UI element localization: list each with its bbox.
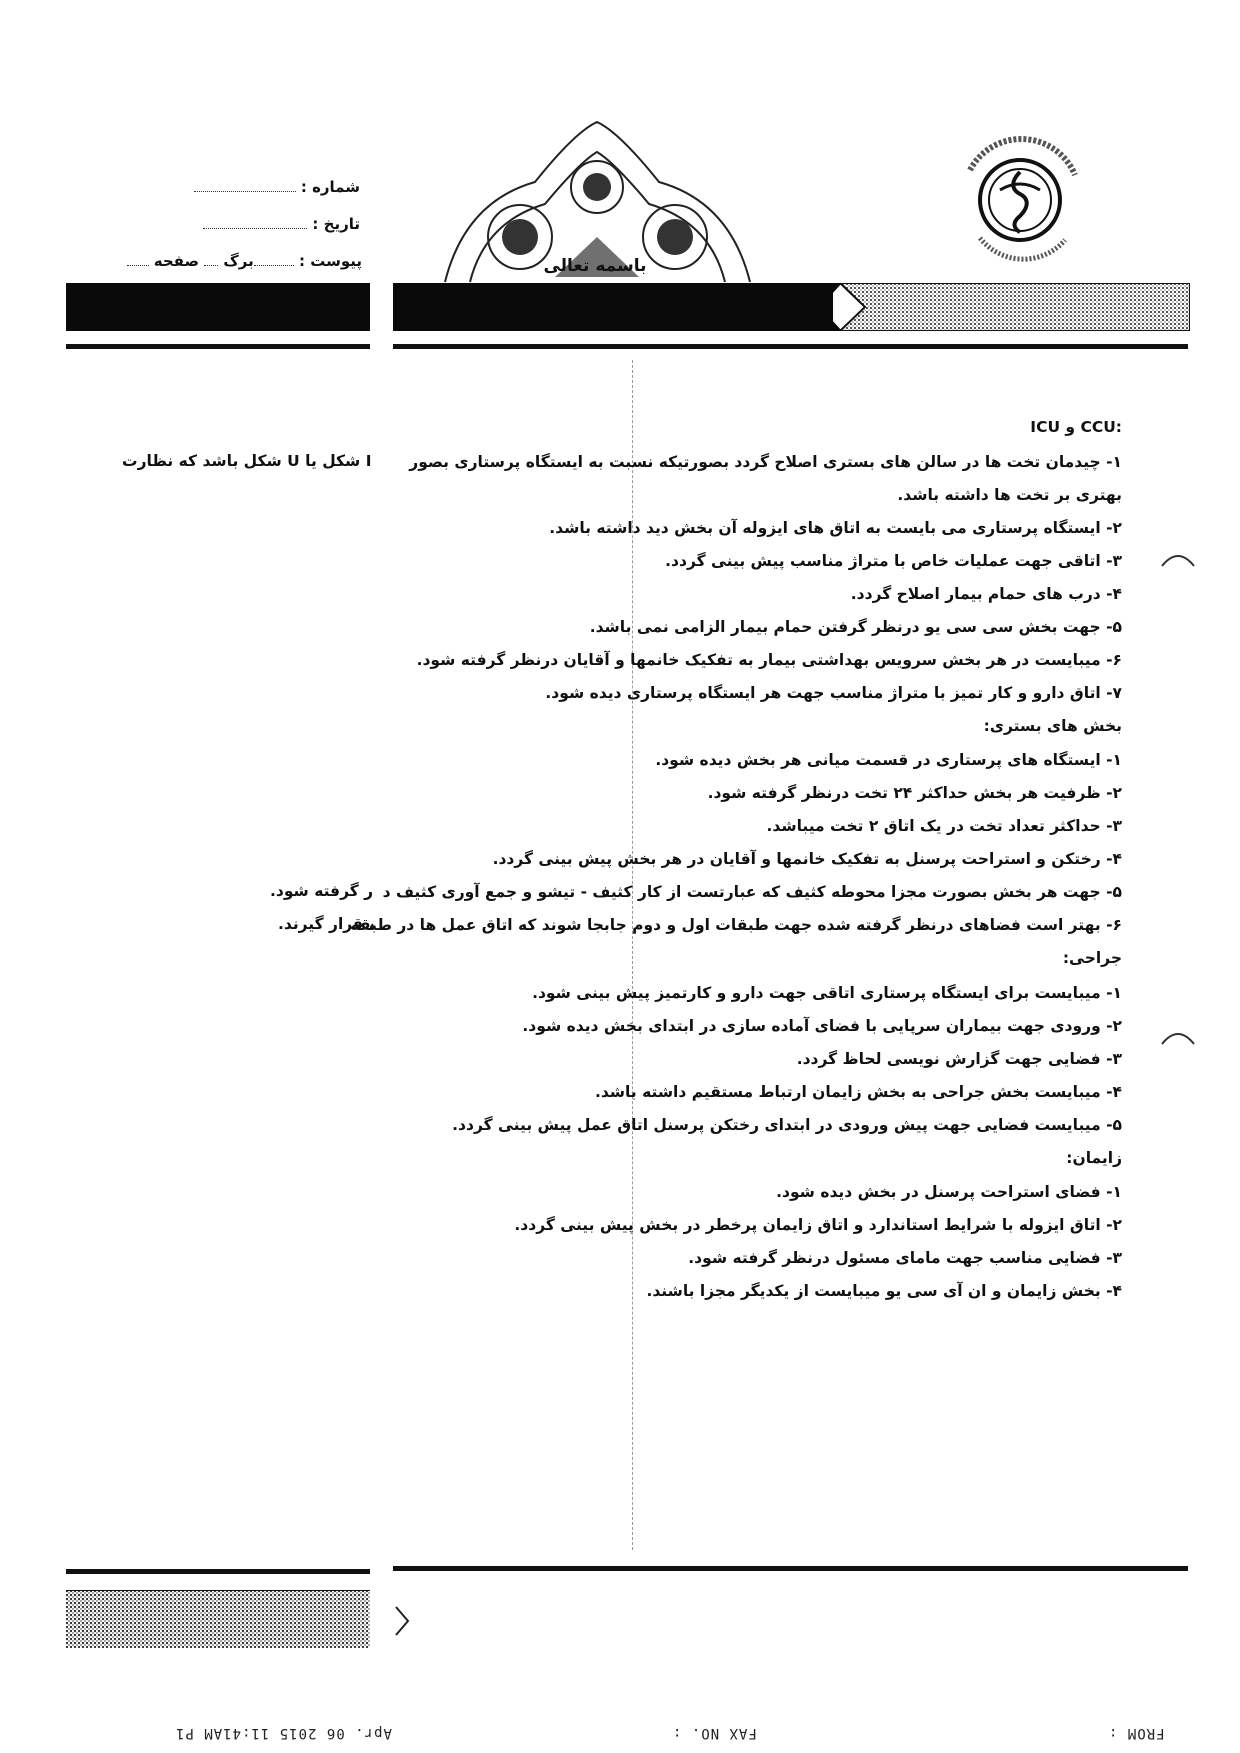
surgery-heading: جراحی: — [1062, 949, 1122, 967]
wards-item-5-side-fragment: ر گرفته شود. — [270, 882, 374, 900]
basmala: باسمه تعالی — [543, 256, 647, 276]
footer-rule-right — [393, 1566, 1188, 1571]
sheet-label: برگ — [223, 252, 254, 270]
page-label: صفحه — [153, 252, 199, 270]
header-rule-left — [66, 344, 370, 349]
header-chevron — [830, 283, 1190, 331]
icu-item-1: ۱- چیدمان تخت ها در سالن های بستری اصلاح گردد بصورتیکه نسبت به ایستگاه پرستاری بصور — [409, 453, 1122, 471]
attachment-field — [80, 252, 362, 270]
fax-from: FROM : — [1108, 1725, 1165, 1741]
icu-item-1-continued: بهتری بر تخت ها داشته باشد. — [897, 486, 1122, 504]
surgery-item-1: ۱- میبایست برای ایستگاه پرستاری اتاقی جهت دارو و کارتمیز پیش بینی شود. — [532, 984, 1122, 1002]
icu-item-6: ۶- میبایست در هر بخش سرویس بهداشتی بیمار به تفکیک خانمها و آقایان درنظر گرفته شود. — [416, 651, 1122, 669]
surgery-item-3: ۳- فضایی جهت گزارش نویسی لحاظ گردد. — [796, 1050, 1122, 1068]
wards-item-5: ۵- جهت هر بخش بصورت مجزا محوطه کثیف که عبارتست از کار کثیف - تیشو و جمع آوری کثیف د — [382, 883, 1122, 901]
icu-item-2: ۲- ایستگاه پرستاری می بایست به اتاق های ایزوله آن بخش دید داشته باشد. — [549, 519, 1122, 537]
date-label: تاریخ : — [312, 215, 360, 233]
maternity-item-2: ۲- اتاق ایزوله با شرایط استاندارد و اتاق زایمان پرخطر در بخش پیش بینی گردد. — [514, 1216, 1122, 1234]
footer-chevron-icon — [392, 1605, 412, 1637]
icu-heading: ICU و CCU: — [1030, 418, 1122, 436]
header-bar-left — [66, 283, 370, 331]
surgery-item-2: ۲- ورودی جهت بیماران سرپایی با فضای آماده سازی در ابتدای بخش دیده شود. — [522, 1017, 1122, 1035]
maternity-item-3: ۳- فضایی مناسب جهت مامای مسئول درنظر گرفته شود. — [688, 1249, 1122, 1267]
maternity-item-1: ۱- فضای استراحت پرسنل در بخش دیده شود. — [776, 1183, 1122, 1201]
fold-line — [632, 360, 633, 1550]
surgery-item-4: ۴- میبایست بخش جراحی به بخش زایمان ارتباط مستقیم داشته باشد. — [594, 1083, 1122, 1101]
maternity-heading: زایمان: — [1066, 1149, 1122, 1167]
number-label: شماره : — [300, 178, 360, 196]
icu-item-3: ۳- اتاقی جهت عملیات خاص با متراژ مناسب پیش بینی گردد. — [665, 552, 1122, 570]
maternity-item-4: ۴- بخش زایمان و ان آی سی یو میبایست از یکدیگر مجزا باشند. — [646, 1282, 1122, 1300]
header-bar-right — [393, 283, 833, 331]
wards-item-6-side-fragment: ، قرار گیرند. — [278, 915, 375, 933]
wards-item-6: ۶- بهتر است فضاهای درنظر گرفته شده جهت طبقات اول و دوم جابجا شوند که اتاق عمل ها در طبقه — [350, 916, 1122, 934]
footer-rule-left — [66, 1569, 370, 1574]
icu-item-5: ۵- جهت بخش سی سی یو درنظر گرفتن حمام بیمار الزامی نمی باشد. — [589, 618, 1122, 636]
attachment-label: پیوست : — [298, 252, 362, 270]
wards-heading: بخش های بستری: — [983, 717, 1122, 735]
icu-item-7: ۷- اتاق دارو و کار تمیز با متراژ مناسب جهت هر ایستگاه پرستاری دیده شود. — [545, 684, 1122, 702]
header-rule-right — [393, 344, 1188, 349]
surgery-item-5: ۵- میبایست فضایی جهت پیش ورودی در ابتدای رختکن پرسنل اتاق عمل پیش بینی گردد. — [452, 1116, 1122, 1134]
icu-item-4: ۴- درب های حمام بیمار اصلاح گردد. — [850, 585, 1122, 603]
wards-item-4: ۴- رختکن و استراحت پرسنل به تفکیک خانمها و آقایان در هر بخش پیش بینی گردد. — [492, 850, 1122, 868]
number-field — [192, 178, 360, 196]
date-field — [192, 215, 360, 233]
fax-timestamp: Apr. 06 2015 11:41AM P1 — [175, 1725, 392, 1741]
icu-item-1-side-fragment: I شکل یا U شکل باشد که نظارت — [122, 452, 372, 470]
wards-item-2: ۲- ظرفیت هر بخش حداکثر ۲۴ تخت درنظر گرفته شود. — [707, 784, 1122, 802]
punch-mark-bottom — [1160, 1028, 1196, 1046]
fax-number: FAX NO. : — [672, 1725, 757, 1741]
footer-hatch-bar — [66, 1590, 370, 1648]
university-emblem — [940, 130, 1100, 270]
wards-item-3: ۳- حداکثر تعداد تخت در یک اتاق ۲ تخت میباشد. — [766, 817, 1122, 835]
wards-item-1: ۱- ایستگاه های پرستاری در قسمت میانی هر بخش دیده شود. — [655, 751, 1122, 769]
punch-mark-top — [1160, 550, 1196, 568]
